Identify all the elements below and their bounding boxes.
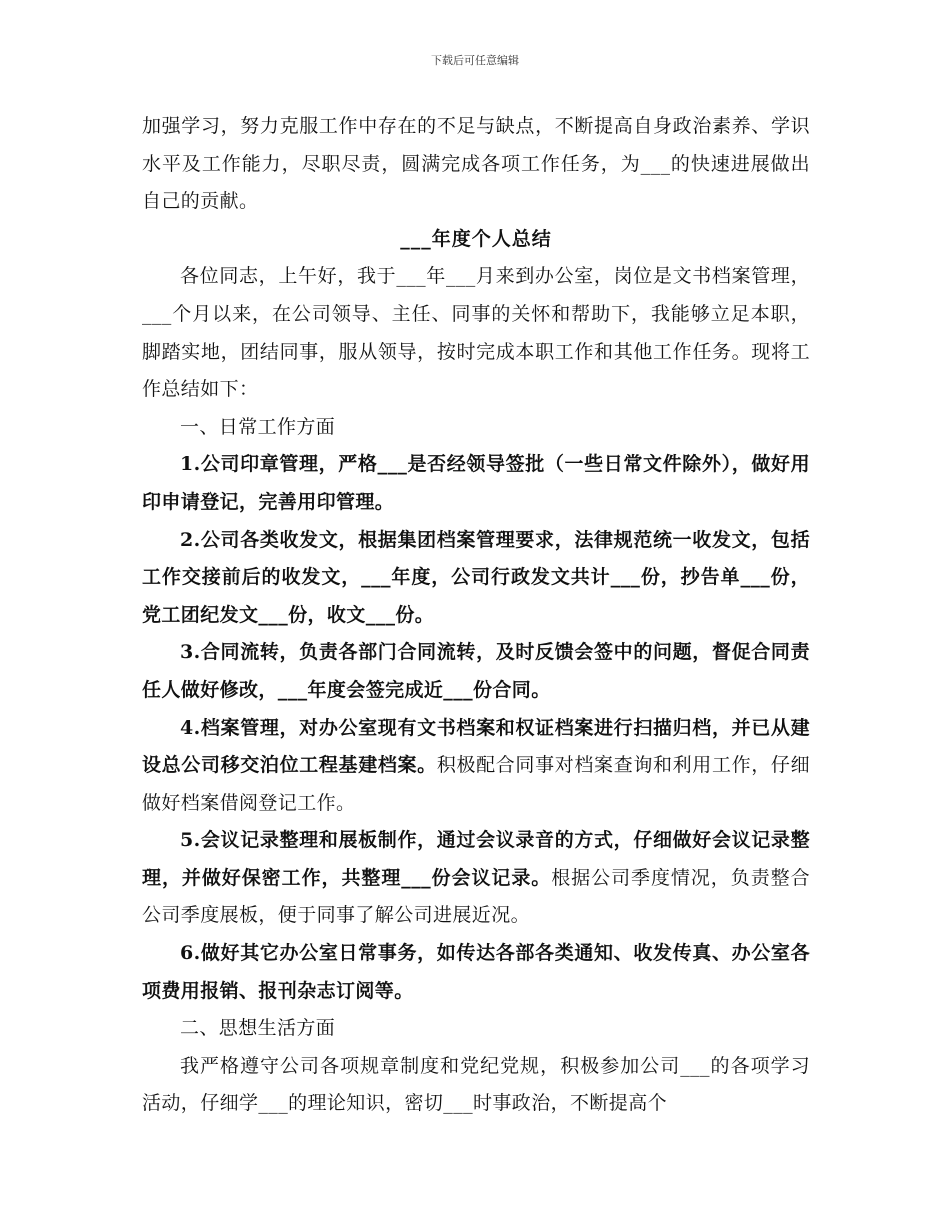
page-header: 下载后可任意编辑 <box>431 54 519 67</box>
section-heading-daily-work: 一、日常工作方面 <box>180 415 336 438</box>
item-bold-text: 4.档案管理，对办公室现有文书档案和权证档案进行扫描归档，并已从建设总公司移交泊位工程基建档案。 <box>142 716 810 777</box>
intro-paragraph: 加强学习，努力克服工作中存在的不足与缺点，不断提高自身政治素养、学识水平及工作能力，尽职尽责，圆满完成各项工作任务，为___的快速进展做出自己的贡献。 <box>142 115 810 213</box>
item-bold-text: 2.公司各类收发文，根据集团档案管理要求，法律规范统一收发文，包括工作交接前后的收发文，___年度，公司行政发文共计___份，抄告单___份，党工团纪发文___份，收文___份。 <box>142 528 810 626</box>
list-item <box>142 710 810 823</box>
section2-paragraph: 我严格遵守公司各项规章制度和党纪党规，积极参加公司___的各项学习活动，仔细学___的理论知识，密切___时事政治，不断提高个 <box>142 1054 810 1115</box>
list-item <box>142 634 810 709</box>
item-bold-text: 6.做好其它办公室日常事务，如传达各部各类通知、收发传真、办公室各项费用报销、报刊杂志订阅等。 <box>142 942 810 1002</box>
list-item <box>142 822 810 935</box>
section-heading-thought-life: 二、思想生活方面 <box>180 1017 336 1040</box>
item-bold-text: 1.公司印章管理，严格___是否经领导签批（一些日常文件除外），做好用印申请登记，完善用印管理。 <box>142 453 810 513</box>
list-item <box>142 935 810 1010</box>
opening-paragraph: 各位同志，上午好，我于___年___月来到办公室，岗位是文书档案管理，___个月以来，在公司领导、主任、同事的关怀和帮助下，我能够立足本职，脚踏实地，团结同事，服从领导，按时完成本职工作和其他工作任务。现将工作总结如下： <box>142 265 810 401</box>
item-bold-text: 3.合同流转，负责各部门合同流转，及时反馈会签中的问题，督促合同责任人做好修改，___年度会签完成近___份合同。 <box>142 641 810 701</box>
list-item <box>142 446 810 521</box>
item-bold-text: 5.会议记录整理和展板制作，通过会议录音的方式，仔细做好会议记录整理，并做好保密工作，共整理___份会议记录。 <box>142 829 810 889</box>
item-normal-text: 根据公司季度情况，负责整合公司季度展板，便于同事了解公司进展近况。 <box>142 866 810 927</box>
document-body <box>142 108 810 1123</box>
item-normal-text: 积极配合同事对档案查询和利用工作，仔细做好档案借阅登记工作。 <box>142 754 810 814</box>
list-item <box>142 522 810 635</box>
document-title: ___年度个人总结 <box>400 227 552 250</box>
